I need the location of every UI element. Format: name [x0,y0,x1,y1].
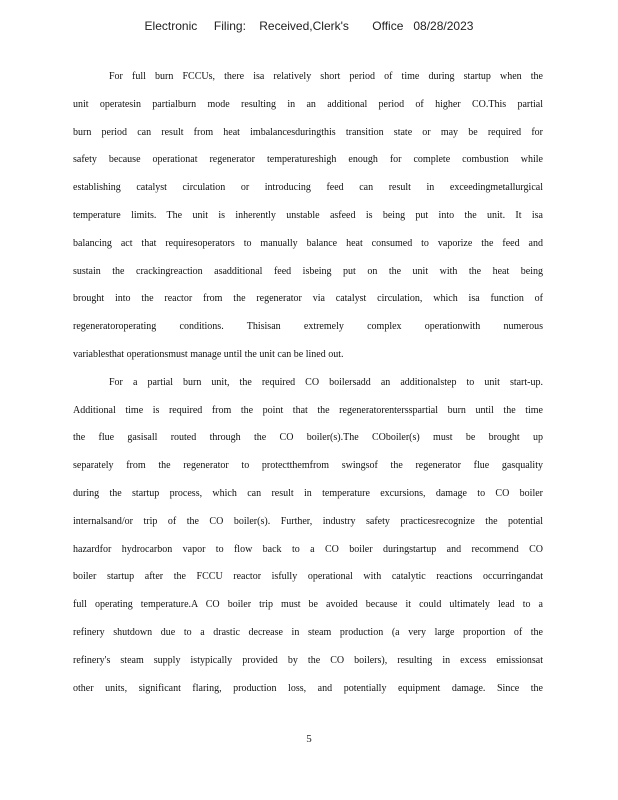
text-line: balancing act that requiresoperators to manually balance heat consumed to vaporize the feed and [73,237,543,249]
text-line: boiler startup after the FCCU reactor isfully operational with catalytic reactions occurringandat [73,571,543,583]
text-line: For a partial burn unit, the required CO boilersadd an additionalstep to unit start-up. [109,376,543,388]
text-line: brought into the reactor from the regenerator via catalyst circulation, which isa function of [73,293,543,305]
text-line: regeneratoroperating conditions. Thisisan extremely complex operationwith numerous [73,321,543,333]
text-line: unit operatesin partialburn mode resulting in an additional period of higher CO.This partial [73,98,543,110]
page-number: 5 [306,733,312,745]
text-line: temperature limits. The unit is inherently unstable asfeed is being put into the unit. It isa [73,209,543,221]
text-line: establishing catalyst circulation or introducing feed can result in exceedingmetallurgical [73,182,543,194]
text-line: separately from the regenerator to protectthemfrom swingsof the regenerator flue gasquality [73,460,543,472]
paragraph-co-boiler-startup [73,377,543,711]
text-line: sustain the crackingreaction asadditional feed isbeing put on the unit with the heat being [73,265,543,277]
text-line: For full burn FCCUs, there isa relatively short period of time during startup when the [109,71,543,82]
document-body [73,71,543,710]
text-line: safety because operationat regenerator temperatureshigh enough for complete combustion while [73,154,543,166]
text-line: full operating temperature.A CO boiler trip must be avoided because it could ultimately lead to a [73,599,543,611]
paragraph-partial-burn-startup [73,71,543,377]
text-line: Additional time is required from the point that the regeneratorentersspartial burn until the time [73,404,543,416]
text-line: internalsand/or trip of the CO boiler(s). Further, industry safety practicesrecognize the potential [73,515,543,527]
text-line: burn period can result from heat imbalancesduringthis transition state or may be required for [73,126,543,138]
text-line: hazardfor hydrocarbon vapor to flow back to a CO boiler duringstartup and recommend CO [73,543,543,555]
electronic-filing-header: Electronic Filing: Received,Clerk's Office 08/28/2023 [144,19,474,33]
text-line: refinery shutdown due to a drastic decrease in steam production (a very large proportion of the [73,626,543,638]
text-line: the flue gasisall routed through the CO boiler(s).The COboiler(s) must be brought up [73,432,543,444]
text-line: during the startup process, which can result in temperature excursions, damage to CO boiler [73,487,543,499]
text-line: refinery's steam supply istypically provided by the CO boilers), resulting in excess emissionsat [73,654,543,666]
text-line: other units, significant flaring, production loss, and potentially equipment damage. Since the [73,682,543,694]
text-line: variablesthat operationsmust manage until the unit can be lined out. [73,348,344,360]
